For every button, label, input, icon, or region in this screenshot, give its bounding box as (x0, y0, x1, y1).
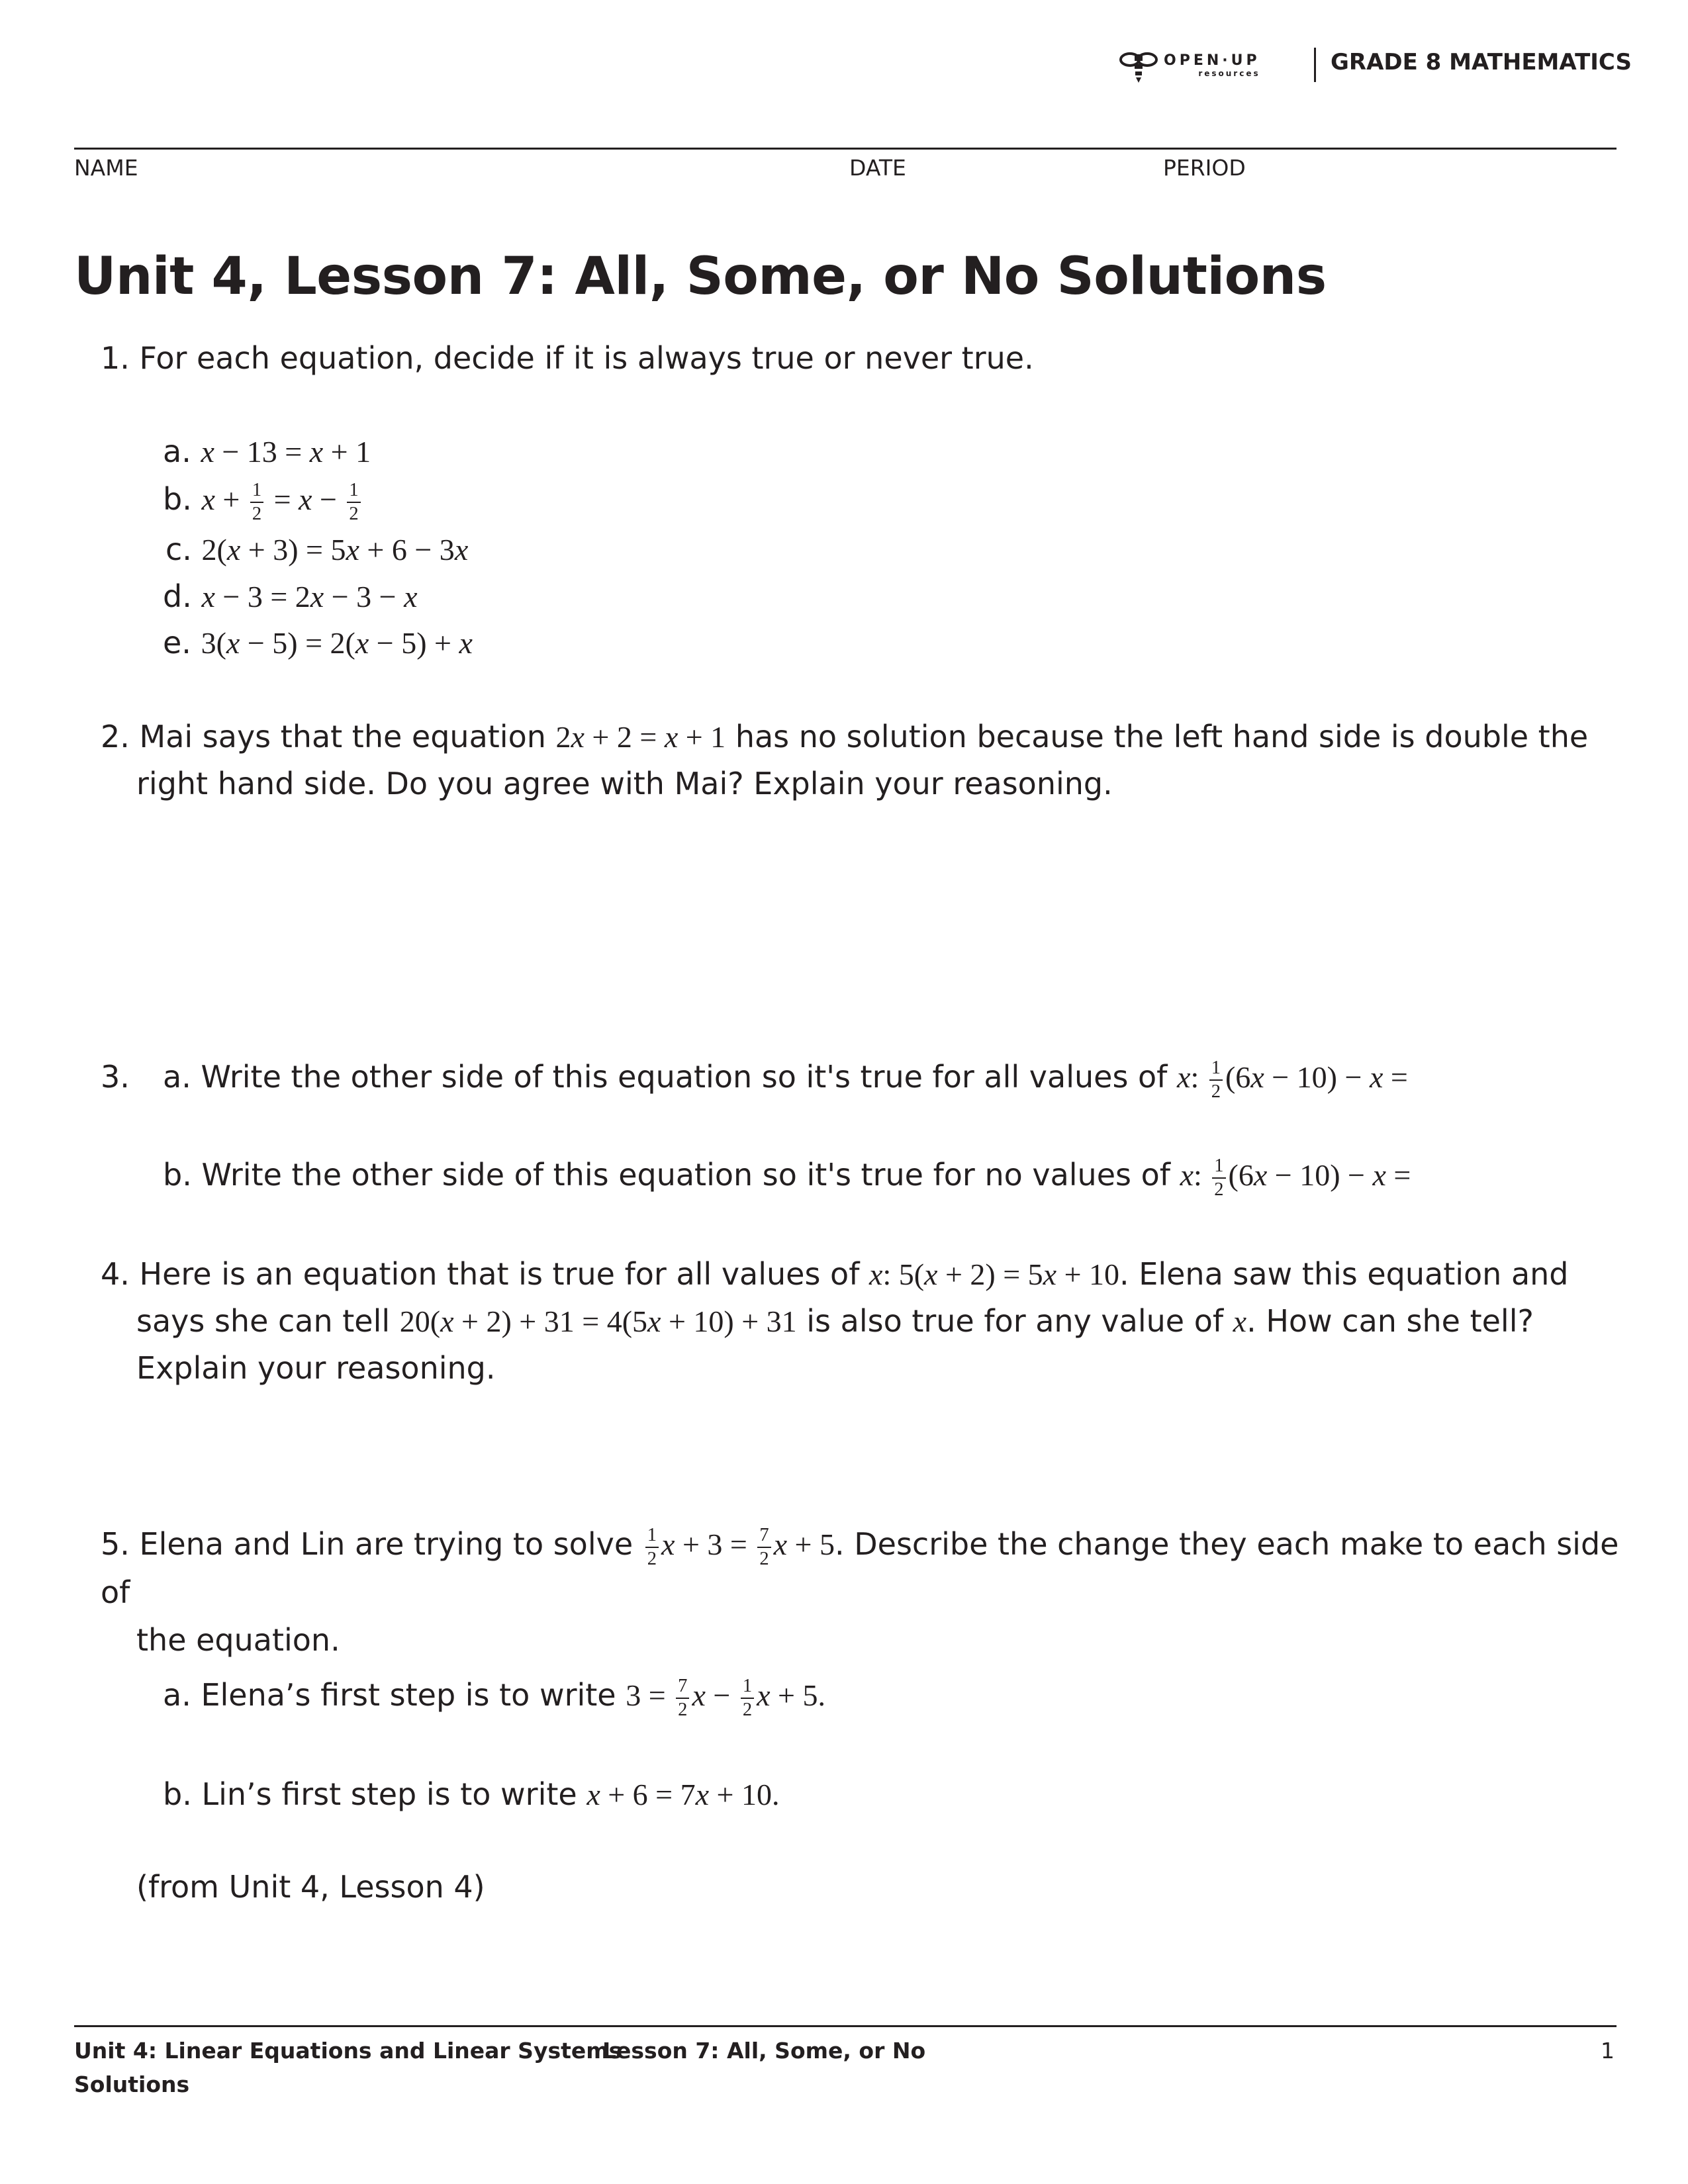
question-text: is also true for any value of (806, 1303, 1224, 1339)
question-text: Elena and Lin are trying to solve (139, 1526, 633, 1562)
question-text-line3: Explain your reasoning. (136, 1350, 496, 1386)
question-text: Mai says that the equation (139, 719, 546, 754)
item-label: b. (163, 1776, 192, 1812)
logo-wordmark: OPEN·UP (1164, 52, 1260, 69)
footer-lesson-cont: Solutions (74, 2071, 190, 2097)
item-text: Lin’s first step is to write (201, 1776, 577, 1812)
equation: x − 3 = 2x − 3 − x (201, 580, 418, 614)
question-text: . How can she tell? (1246, 1303, 1534, 1339)
header-divider (1314, 48, 1316, 82)
item-label: a. (163, 1677, 191, 1713)
item-label: b. (163, 481, 192, 517)
item-text: Write the other side of this equation so it's true for no values of (201, 1157, 1170, 1193)
q1-item-e (163, 619, 473, 666)
q1-item-c (165, 526, 468, 573)
course-label: GRADE 8 MATHEMATICS (1331, 49, 1632, 75)
question-text: . Elena saw this equation and (1119, 1256, 1569, 1292)
equation: x + 6 = 7x + 10. (586, 1778, 780, 1811)
variable: x (1233, 1304, 1247, 1338)
bee-icon (1119, 46, 1158, 83)
q1-item-a (163, 428, 371, 475)
item-label: a. (163, 1059, 191, 1095)
q3-item-b (163, 1152, 1411, 1200)
item-label: b. (163, 1157, 192, 1193)
equation: 3(x − 5) = 2(x − 5) + x (201, 626, 473, 660)
equation: 2x + 2 = x + 1 (555, 720, 726, 754)
question-number: 1. (101, 340, 130, 376)
page-number: 1 (1601, 2038, 1615, 2064)
equation: 3 = $\frac{7}{2}$ x − $\frac{1}{2}$ x + 5. (626, 1675, 825, 1721)
item-label: a. (163, 433, 191, 469)
name-label: NAME (74, 155, 138, 181)
item-text: Elena’s first step is to write (201, 1677, 616, 1713)
question-4 (101, 1251, 1617, 1391)
equation: x: 5(x + 2) = 5x + 10 (869, 1257, 1120, 1291)
equation: $\frac{1}{2}$ x + 3 = $\frac{7}{2}$ x + 5 (643, 1527, 835, 1561)
equation: x: $\frac{1}{2}$ (6x − 10) − x = (1180, 1155, 1411, 1201)
equation: x + $\frac{1}{2}$ = x − $\frac{1}{2}$ (201, 482, 363, 516)
question-text: has no solution because the left hand side is double the (735, 719, 1589, 754)
footer-line (74, 2025, 1617, 2027)
question-3-number: 3. (101, 1059, 130, 1095)
q5-item-a (163, 1672, 825, 1720)
source-note: (from Unit 4, Lesson 4) (136, 1869, 485, 1905)
page-title: Unit 4, Lesson 7: All, Some, or No Solutions (74, 247, 1327, 306)
question-5 (101, 1521, 1623, 1663)
name-line (74, 148, 1617, 150)
item-text: Write the other side of this equation so it's true for all values of (201, 1059, 1168, 1095)
question-text: . Describe the change they each make to each side of (101, 1526, 1619, 1610)
question-number: 2. (101, 719, 130, 754)
q1-item-d (163, 573, 418, 620)
question-text: Here is an equation that is true for all values of (139, 1256, 860, 1292)
item-label: c. (165, 531, 192, 567)
footer-lesson: Lesson 7: All, Some, or No (602, 2038, 926, 2064)
date-label: DATE (849, 155, 906, 181)
equation: x: $\frac{1}{2}$ (6x − 10) − x = (1177, 1057, 1408, 1103)
question-1 (101, 335, 1034, 381)
logo-subtext: resources (1198, 68, 1260, 78)
item-label: d. (163, 578, 192, 614)
period-label: PERIOD (1163, 155, 1246, 181)
equation: x − 13 = x + 1 (201, 435, 371, 469)
q3-item-a (163, 1054, 1408, 1102)
question-2 (101, 713, 1617, 807)
open-up-logo (1119, 46, 1260, 83)
item-label: e. (163, 625, 191, 660)
question-prompt: For each equation, decide if it is always true or never true. (139, 340, 1034, 376)
footer-unit: Unit 4: Linear Equations and Linear Systems (74, 2038, 622, 2064)
equation: 2(x + 3) = 5x + 6 − 3x (201, 533, 469, 567)
question-number: 5. (101, 1526, 130, 1562)
equation: 20(x + 2) + 31 = 4(5x + 10) + 31 (399, 1304, 797, 1338)
q5-item-b (163, 1771, 780, 1818)
question-text-line2: the equation. (136, 1621, 340, 1658)
q1-item-b (163, 476, 363, 524)
question-text: says she can tell (136, 1303, 391, 1339)
question-number: 4. (101, 1256, 130, 1292)
question-text-line2: right hand side. Do you agree with Mai? Explain your reasoning. (136, 766, 1113, 801)
